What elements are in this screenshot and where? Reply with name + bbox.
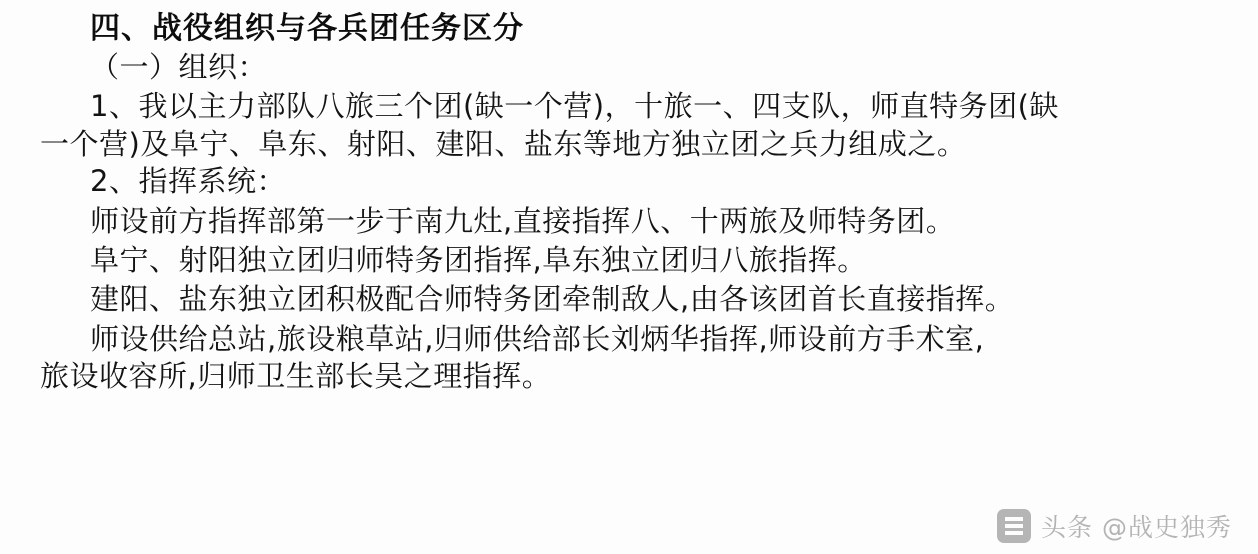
paragraph-command-hq: 师设前方指挥部第一步于南九灶,直接指挥八、十两旅及师特务团。 [90,203,956,238]
paragraph-supply-line-2: 旅设收容所,归师卫生部长吴之理指挥。 [40,359,552,393]
paragraph-funing-sheyang: 阜宁、射阳独立团归师特务团指挥,阜东独立团归八旅指挥。 [90,242,867,277]
document-body [40,11,1218,394]
watermark-text: 头条 @战史独秀 [1041,513,1232,542]
paragraph-jianyang-yandong: 建阳、盐东独立团积极配合师特务团牵制敌人,由各该团首长直接指挥。 [90,282,1015,317]
paragraph-organization-label: （一）组织： [90,50,268,84]
paragraph-command-system-label: 2、指挥系统： [90,164,286,199]
watermark [997,508,1232,544]
paragraph-1-line-2: 一个营)及阜宁、阜东、射阳、建阳、盐东等地方独立团之兵力组成之。 [40,126,967,161]
section-heading: 四、战役组织与各兵团任务区分 [90,11,524,46]
paragraph-supply-line-1: 师设供给总站,旅设粮草站,归师供给部长刘炳华指挥,师设前方手术室, [90,321,985,356]
paragraph-1-line-1: 1、我以主力部队八旅三个团(缺一个营)，十旅一、四支队，师直特务团(缺 [90,89,1059,124]
toutiao-logo-icon [997,509,1031,543]
